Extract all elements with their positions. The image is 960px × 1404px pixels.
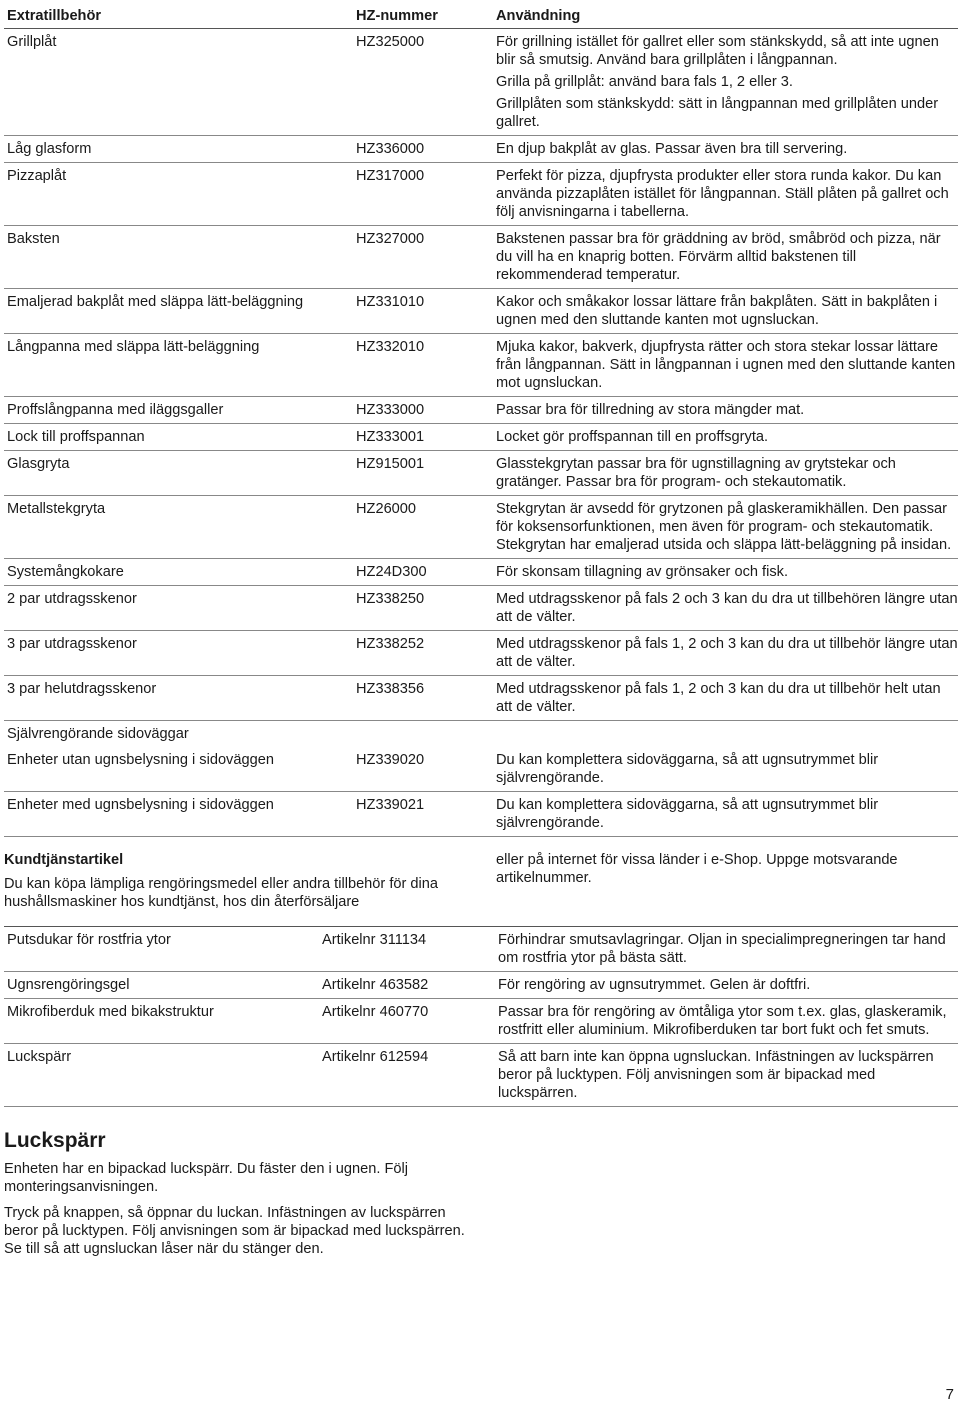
hz-number: HZ26000 [356, 501, 417, 517]
table-row [4, 586, 958, 631]
accessory-name: Grillplåt [7, 34, 57, 50]
customer-service-left [4, 851, 474, 911]
article-name: Putsdukar för rostfria ytor [7, 932, 171, 948]
hz-number: HZ332010 [356, 339, 425, 355]
usage-line: För skonsam tillagning av grönsaker och fisk. [496, 564, 789, 580]
article-usage: För rengöring av ugnsutrymmet. Gelen är doftfri. [498, 977, 811, 993]
customer-service-right [496, 851, 956, 887]
page-number: 7 [945, 1386, 954, 1403]
accessory-usage [494, 635, 958, 671]
hz-number: HZ333001 [356, 429, 425, 445]
accessory-usage [494, 33, 958, 131]
customer-service-text-right: eller på internet för vissa länder i e-Shop. Uppge motsvarande artikelnummer. [496, 852, 898, 886]
article-usage: Så att barn inte kan öppna ugnsluckan. Infästningen av luckspärren beror på lucktypen. Följ anvisningen som är bipackad med luckspärren. [498, 1049, 934, 1101]
hz-number: HZ333000 [356, 402, 425, 418]
table-row [4, 559, 958, 586]
hz-number: HZ338356 [356, 681, 425, 697]
table-row [4, 451, 958, 496]
usage-line: Med utdragsskenor på fals 2 och 3 kan du dra ut tillbehören längre utan att de välter. [496, 591, 958, 625]
accessory-usage [494, 140, 958, 158]
accessory-name: 3 par utdragsskenor [7, 636, 137, 652]
door-lock-paragraph-2: Tryck på knappen, så öppnar du luckan. Infästningen av luckspärren beror på lucktypen. Följ anvisningen som är bipackad med luckspärren. Se till så att ugnsluckan låser när du stänger den. [4, 1205, 465, 1257]
hz-number: HZ338250 [356, 591, 425, 607]
table-row [4, 927, 958, 972]
accessory-name: Glasgryta [7, 456, 70, 472]
section-label: Självrengörande sidoväggar [7, 726, 189, 742]
usage-line: Grilla på grillplåt: använd bara fals 1, 2 eller 3. [496, 74, 793, 90]
hz-number: HZ915001 [356, 456, 425, 472]
usage-line: Med utdragsskenor på fals 1, 2 och 3 kan du dra ut tillbehör helt utan att de välter. [496, 681, 941, 715]
article-name: Ugnsrengöringsgel [7, 977, 130, 993]
section-label-row [4, 721, 958, 747]
table-row [4, 972, 958, 999]
hz-number: HZ327000 [356, 231, 425, 247]
accessory-name: Proffslångpanna med iläggsgaller [7, 402, 224, 418]
accessory-usage [494, 590, 958, 626]
header-usage: Användning [496, 8, 581, 24]
table-row [4, 999, 958, 1044]
accessory-name: Baksten [7, 231, 60, 247]
table-row [4, 496, 958, 559]
usage-line: Kakor och småkakor lossar lättare från bakplåten. Sätt in bakplåten i ugnen med den sluttande kanten mot ugnsluckan. [496, 294, 938, 328]
accessory-usage [494, 455, 958, 491]
table-row [4, 397, 958, 424]
article-number: Artikelnr 463582 [322, 977, 429, 993]
accessory-usage [494, 338, 958, 392]
accessory-usage [494, 500, 958, 554]
table-row [4, 289, 958, 334]
accessory-usage [494, 293, 958, 329]
customer-service-heading: Kundtjänstartikel [4, 852, 124, 868]
door-lock-title: Luckspärr [4, 1129, 106, 1152]
accessory-usage [494, 796, 958, 832]
usage-line: Du kan komplettera sidoväggarna, så att ugnsutrymmet blir självrengörande. [496, 752, 879, 786]
accessory-name: Pizzaplåt [7, 168, 67, 184]
article-number: Artikelnr 612594 [322, 1049, 429, 1065]
customer-service-text-left: Du kan köpa lämpliga rengöringsmedel eller andra tillbehör för dina hushållsmaskiner hos kundtjänst, hos din återförsäljare [4, 876, 439, 910]
door-lock-section [4, 1128, 474, 1266]
hz-number: HZ331010 [356, 294, 425, 310]
table-row [4, 747, 958, 792]
accessories-table [4, 4, 958, 837]
header-extra-accessory: Extratillbehör [7, 8, 102, 24]
table-row [4, 631, 958, 676]
accessory-name: Enheter utan ugnsbelysning i sidoväggen [7, 752, 274, 768]
section-rows [4, 747, 958, 837]
accessory-usage [494, 401, 958, 419]
table-row [4, 163, 958, 226]
usage-line: Perfekt för pizza, djupfrysta produkter eller stora runda kakor. Du kan använda pizzaplåten istället för långpannan. Ställ plåten på gallret och följ anvisningarna i tabellerna. [496, 168, 949, 220]
usage-line: Passar bra för tillredning av stora mängder mat. [496, 402, 805, 418]
accessory-name: 2 par utdragsskenor [7, 591, 137, 607]
table-row [4, 676, 958, 721]
table-row [4, 424, 958, 451]
hz-number: HZ317000 [356, 168, 425, 184]
accessory-usage [494, 563, 958, 581]
hz-number: HZ339021 [356, 797, 425, 813]
table-row [4, 1044, 958, 1107]
accessory-name: Långpanna med släppa lätt-beläggning [7, 339, 260, 355]
article-usage: Förhindrar smutsavlagringar. Oljan in specialimpregneringen tar hand om rostfria ytor på bästa sätt. [498, 932, 946, 966]
usage-line: En djup bakplåt av glas. Passar även bra till servering. [496, 141, 848, 157]
table-row [4, 792, 958, 837]
article-name: Luckspärr [7, 1049, 72, 1065]
article-name: Mikrofiberduk med bikakstruktur [7, 1004, 214, 1020]
accessory-usage [494, 751, 958, 787]
article-number: Artikelnr 311134 [322, 932, 427, 948]
hz-number: HZ339020 [356, 752, 425, 768]
usage-line: För grillning istället för gallret eller som stänkskydd, så att inte ugnen blir så smutsig. Använd bara grillplåten i långpannan. [496, 34, 939, 68]
door-lock-paragraph-1: Enheten har en bipackad luckspärr. Du fäster den i ugnen. Följ monteringsanvisningen. [4, 1161, 409, 1195]
table-row [4, 334, 958, 397]
accessory-name: Systemångkokare [7, 564, 124, 580]
usage-line: Stekgrytan är avsedd för grytzonen på glaskeramikhällen. Den passar för koksensorfunktionen, men även för program- och stekautomatik. Stekgrytan har emaljerad utsida och släppa lätt-beläggning på insidan. [496, 501, 952, 553]
article-usage: Passar bra för rengöring av ömtåliga ytor som t.ex. glas, glaskeramik, rostfritt eller aluminium. Mikrofiberduken tar bort fukt och fet smuts. [498, 1004, 947, 1038]
usage-line: Mjuka kakor, bakverk, djupfrysta rätter och stora stekar lossar lättare från långpannan. Sätt in långpannan i ugnen med den sluttande kanten mot ugnsluckan. [496, 339, 956, 391]
usage-line: Du kan komplettera sidoväggarna, så att ugnsutrymmet blir självrengörande. [496, 797, 879, 831]
article-number: Artikelnr 460770 [322, 1004, 429, 1020]
accessory-usage [494, 428, 958, 446]
accessory-name: Emaljerad bakplåt med släppa lätt-beläggning [7, 294, 304, 310]
accessory-name: Metallstekgryta [7, 501, 106, 517]
accessory-name: Lock till proffspannan [7, 429, 145, 445]
accessory-name: Låg glasform [7, 141, 92, 157]
accessories-table-header [4, 4, 958, 29]
usage-line: Bakstenen passar bra för gräddning av bröd, småbröd och pizza, när du vill ha en knaprig botten. Förvärm alltid bakstenen till rekommenderad temperatur. [496, 231, 941, 283]
usage-line: Glasstekgrytan passar bra för ugnstillagning av grytstekar och gratänger. Passar bra för program- och stekautomatik. [496, 456, 896, 490]
accessory-name: 3 par helutdragsskenor [7, 681, 157, 697]
table-row [4, 29, 958, 136]
hz-number: HZ24D300 [356, 564, 427, 580]
hz-number: HZ336000 [356, 141, 425, 157]
accessories-rows [4, 29, 958, 721]
usage-line: Grillplåten som stänkskydd: sätt in långpannan med grillplåten under gallret. [496, 96, 939, 130]
accessory-name: Enheter med ugnsbelysning i sidoväggen [7, 797, 274, 813]
articles-table [4, 926, 958, 1107]
accessory-usage [494, 680, 958, 716]
table-row [4, 226, 958, 289]
accessory-usage [494, 167, 958, 221]
hz-number: HZ338252 [356, 636, 425, 652]
accessory-usage [494, 230, 958, 284]
usage-line: Med utdragsskenor på fals 1, 2 och 3 kan du dra ut tillbehör längre utan att de välter. [496, 636, 958, 670]
hz-number: HZ325000 [356, 34, 425, 50]
table-row [4, 136, 958, 163]
usage-line: Locket gör proffspannan till en proffsgryta. [496, 429, 769, 445]
header-hz-number: HZ-nummer [356, 8, 438, 24]
